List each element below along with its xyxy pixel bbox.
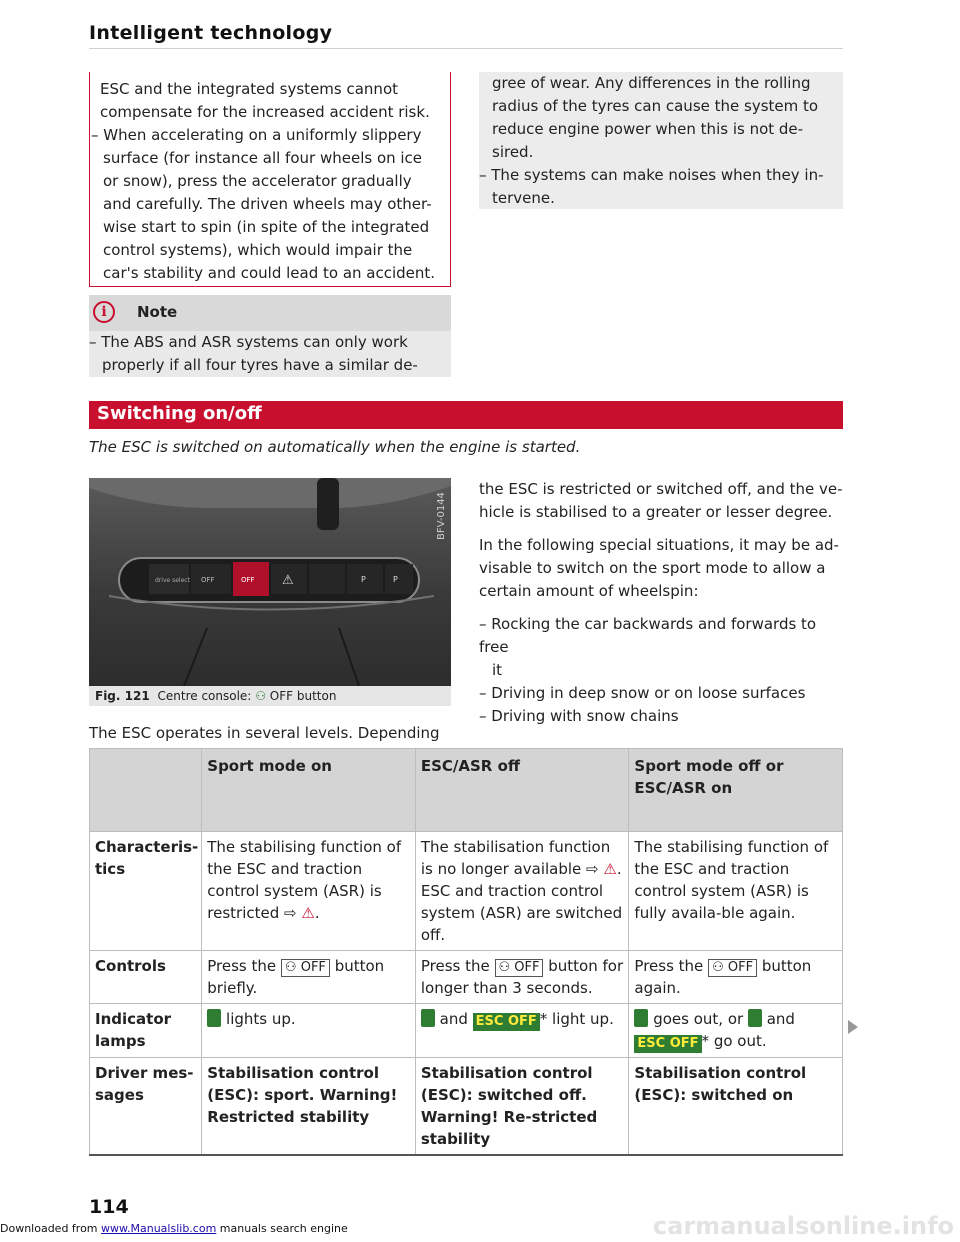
body-right-line: certain amount of wheelspin: [479, 582, 699, 600]
cell-text: * go out. [701, 1032, 767, 1050]
list-item-cont: it [492, 661, 503, 679]
table-cell [202, 1004, 416, 1058]
header-divider [89, 48, 843, 49]
figure-caption-button: OFF button [269, 689, 337, 703]
warning-box [89, 72, 451, 287]
warning-line: car's stability and could lead to an accident. [103, 264, 436, 282]
section-intro: The ESC is switched on automatically when the engine is started. [89, 438, 581, 456]
table-cell [202, 951, 416, 1004]
table-cell [415, 951, 629, 1004]
continue-arrow-icon [848, 1020, 858, 1034]
row-header: Characteris-tics [90, 832, 202, 951]
parking-button [309, 564, 345, 594]
note-cont-line: gree of wear. Any differences in the rolling [492, 74, 811, 92]
row-header: Controls [90, 951, 202, 1004]
warning-triangle-icon: ⚠ [603, 860, 617, 878]
hazard-symbol: ⚠ [282, 573, 294, 588]
esc-off-lamp-icon: ESC OFF [634, 1035, 701, 1053]
list-item: – Rocking the car backwards and forwards to free [479, 615, 817, 656]
table-cell [629, 951, 843, 1004]
body-right-line: visable to switch on the sport mode to allow a [479, 559, 826, 577]
note-header [89, 295, 451, 331]
note-continuation [479, 72, 843, 209]
warning-line: wise start to spin (in spite of the integrated [103, 218, 430, 236]
table-cell: Stabilisation control (ESC): switched off. Warning! Re-stricted stability [415, 1058, 629, 1156]
table-cell: The stabilising function of the ESC and traction control system (ASR) is restricted ⇨ ⚠. [202, 832, 416, 951]
esc-lamp-icon [207, 1009, 221, 1027]
list-item: – Driving with snow chains [479, 707, 679, 725]
warning-line: – When accelerating on a uniformly slippery [91, 126, 422, 144]
note-line: properly if all four tyres have a similar de- [102, 356, 418, 374]
body-right-line: the ESC is restricted or switched off, and the ve- [479, 480, 843, 498]
warning-line: ESC and the integrated systems cannot [100, 80, 399, 98]
esc-off-key: ⚇ OFF [495, 959, 544, 977]
body-right-line: In the following special situations, it may be ad- [479, 536, 839, 554]
table-cell: Stabilisation control (ESC): switched on [629, 1058, 843, 1156]
key-label: OFF [727, 960, 754, 975]
body-right-line: hicle is stabilised to a greater or lesser degree. [479, 503, 833, 521]
table-corner [90, 749, 202, 832]
esc-off-lamp-icon: ESC OFF [473, 1013, 540, 1031]
row-header: Driver mes-sages [90, 1058, 202, 1156]
note-cont-line: radius of the tyres can cause the system to [492, 97, 819, 115]
cell-text: The stabilising function of the ESC and traction control system (ASR) is restricted ⇨ [207, 838, 402, 922]
table-cell [415, 1004, 629, 1058]
note-cont-line: reduce engine power when this is not de- [492, 120, 804, 138]
cell-text: Press the [634, 957, 704, 975]
section-heading-bar [89, 401, 843, 429]
park-assist-2-button [385, 564, 413, 594]
figure-centre-console [89, 478, 451, 706]
cell-text: Press the [207, 957, 277, 975]
warning-line: control systems), which would impair the [103, 241, 413, 259]
footer-suffix: manuals search engine [219, 1222, 348, 1235]
page-header-title: Intelligent technology [89, 22, 333, 44]
esc-off-key: ⚇ OFF [708, 959, 757, 977]
cell-text: Press the [420, 957, 490, 975]
table-row [90, 1004, 843, 1058]
table-row [90, 832, 843, 951]
note-cont-line: sired. [492, 143, 534, 161]
note-line: – The ABS and ASR systems can only work [89, 333, 408, 351]
table-cell: Stabilisation control (ESC): sport. Warning! Restricted stability [202, 1058, 416, 1156]
console-illustration [89, 478, 451, 706]
table-row [90, 951, 843, 1004]
warning-line: surface (for instance all four wheels on ice [103, 149, 423, 167]
park-assist-symbol: P [361, 575, 366, 584]
note-cont-line: tervene. [492, 189, 555, 207]
esc-symbol-icon: ⚇ [255, 689, 266, 703]
figure-caption [89, 686, 451, 706]
table-row [90, 1058, 843, 1156]
cell-text: * light up. [539, 1010, 614, 1028]
vent-stem [317, 478, 339, 530]
cell-text: goes out, or [653, 1010, 744, 1028]
cell-text: and [439, 1010, 468, 1028]
warning-line: compensate for the increased accident risk. [100, 103, 430, 121]
table-cell [629, 1004, 843, 1058]
column-header: ESC/ASR off [415, 749, 629, 832]
figure-caption-text: Centre console: [157, 689, 252, 703]
info-icon: i [93, 301, 115, 323]
column-header: Sport mode off or ESC/ASR on [629, 749, 843, 832]
esc-modes-table [89, 748, 843, 1156]
note-cont-line: – The systems can make noises when they in- [479, 166, 824, 184]
cell-text: button briefly. [207, 957, 385, 997]
esc-lamp-icon [748, 1009, 762, 1027]
key-label: OFF [300, 960, 326, 975]
table-cell: The stabilising function of the ESC and traction control system (ASR) is fully availa-ble again. [629, 832, 843, 951]
column-header: Sport mode on [202, 749, 416, 832]
page-number: 114 [89, 1196, 129, 1218]
cell-text: lights up. [226, 1010, 296, 1028]
body-left-line: The ESC operates in several levels. Depending [89, 724, 440, 742]
note-box [89, 295, 451, 377]
list-item: – Driving in deep snow or on loose surfaces [479, 684, 806, 702]
esc-lamp-icon [421, 1009, 435, 1027]
cell-text: button for longer than 3 seconds. [420, 957, 624, 997]
key-label: OFF [514, 960, 540, 975]
cell-text: button again. [634, 957, 812, 997]
footer-link[interactable]: www.Manualslib.com [101, 1222, 217, 1235]
warning-line: and carefully. The driven wheels may other- [103, 195, 432, 213]
cell-text: ESC and traction control system (ASR) are switched off. [420, 882, 623, 944]
warning-line: or snow), press the accelerator gradually [103, 172, 412, 190]
start-stop-label: OFF [201, 576, 215, 584]
cell-text: The stabilisation function is no longer available ⇨ [420, 838, 611, 878]
section-title: Switching on/off [97, 403, 262, 424]
figure-code: BFV-0144 [436, 492, 447, 540]
footer [0, 1222, 348, 1235]
note-title: Note [137, 303, 178, 321]
table-header-row [90, 749, 843, 832]
table-cell: The stabilisation function is no longer available ⇨ ⚠. ESC and traction control system (ASR) are switched off. [415, 832, 629, 951]
figure-label: Fig. 121 [95, 689, 150, 703]
esc-off-label: OFF [241, 576, 255, 584]
esc-off-key: ⚇ OFF [281, 959, 330, 977]
park-assist-2-symbol: P [393, 575, 398, 584]
cell-text: and [766, 1010, 795, 1028]
drive-select-label: drive select [155, 577, 190, 584]
row-header: Indicator lamps [90, 1004, 202, 1058]
watermark: carmanualsonline.info [652, 1212, 954, 1240]
warning-triangle-icon: ⚠ [301, 904, 315, 922]
footer-prefix: Downloaded from [0, 1222, 98, 1235]
esc-lamp-icon [634, 1009, 648, 1027]
